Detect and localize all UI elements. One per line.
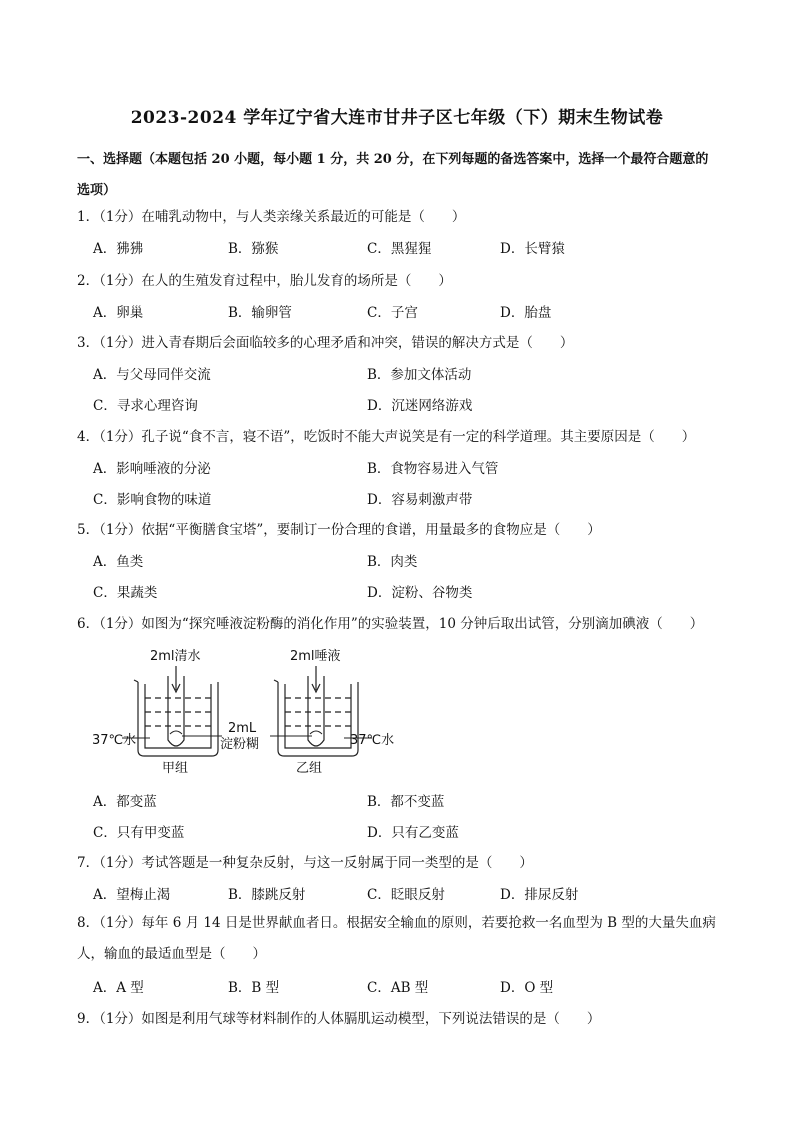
- question-1-stem: 1．（1分）在哺乳动物中，与人类亲缘关系最近的可能是（ ）: [77, 209, 466, 225]
- experiment-figure: [92, 640, 430, 780]
- q7-option-a[interactable]: A．望梅止渴: [93, 887, 171, 903]
- question-3-stem: 3．（1分）进入青春期后会面临较多的心理矛盾和冲突，错误的解决方式是（ ）: [77, 335, 574, 351]
- q8-option-d[interactable]: D．O 型: [500, 980, 554, 996]
- beaker-diagram: [92, 640, 430, 780]
- q5-option-b[interactable]: B．肉类: [367, 554, 418, 570]
- exam-title: 2023-2024 学年辽宁省大连市甘井子区七年级（下）期末生物试卷: [130, 108, 664, 128]
- q5-option-a[interactable]: A．鱼类: [93, 554, 144, 570]
- q1-option-b[interactable]: B．猕猴: [228, 241, 279, 257]
- q1-option-c[interactable]: C．黑猩猩: [367, 241, 432, 257]
- question-7-stem: 7．（1分）考试答题是一种复杂反射，与这一反射属于同一类型的是（ ）: [77, 855, 533, 871]
- question-6-stem: 6．（1分）如图为“探究唾液淀粉酶的消化作用”的实验装置，10 分钟后取出试管，分别滴加碘液（ ）: [77, 616, 704, 632]
- q1-option-a[interactable]: A．狒狒: [93, 241, 144, 257]
- q8-option-a[interactable]: A．A 型: [93, 980, 144, 996]
- group-yi-label: 乙组: [296, 761, 323, 776]
- middle-starch-label: 淀粉糊: [220, 737, 260, 752]
- right-water-label: 37℃水: [350, 733, 395, 748]
- q6-option-d[interactable]: D．只有乙变蓝: [367, 825, 459, 841]
- q7-option-d[interactable]: D．排尿反射: [500, 887, 579, 903]
- q5-option-d[interactable]: D．淀粉、谷物类: [367, 585, 473, 601]
- question-8-stem: 8．（1分）每年 6 月 14 日是世界献血者日。根据安全输血的原则，若要抢救一名血型为 B 型的大量失血病人，输血的最适血型是（ ）: [77, 915, 716, 962]
- left-water-label: 37℃水: [92, 733, 137, 748]
- question-4-stem: 4．（1分）孔子说“食不言，寝不语”，吃饭时不能大声说笑是有一定的科学道理。其主要原因是（ ）: [77, 429, 696, 445]
- section-heading: 一、选择题（本题包括 20 小题，每小题 1 分，共 20 分，在下列每题的备选答案中，选择一个最符合题意的选项）: [77, 152, 709, 198]
- question-5-stem: 5．（1分）依据“平衡膳食宝塔”，要制订一份合理的食谱，用量最多的食物应是（ ）: [77, 522, 601, 538]
- q4-option-a[interactable]: A．影响唾液的分泌: [93, 461, 211, 477]
- q4-option-b[interactable]: B．食物容易进入气管: [367, 461, 499, 477]
- q8-option-b[interactable]: B．B 型: [228, 980, 280, 996]
- q2-option-d[interactable]: D．胎盘: [500, 305, 552, 321]
- q6-option-b[interactable]: B．都不变蓝: [367, 794, 445, 810]
- q6-option-a[interactable]: A．都变蓝: [93, 794, 157, 810]
- question-2-stem: 2．（1分）在人的生殖发育过程中，胎儿发育的场所是（ ）: [77, 273, 452, 289]
- q7-option-c[interactable]: C．眨眼反射: [367, 887, 445, 903]
- q3-option-a[interactable]: A．与父母同伴交流: [93, 367, 211, 383]
- middle-amount-label: 2mL: [228, 721, 257, 736]
- left-beaker: [134, 666, 218, 756]
- question-9-stem: 9．（1分）如图是利用气球等材料制作的人体膈肌运动模型，下列说法错误的是（ ）: [77, 1011, 601, 1027]
- q6-option-c[interactable]: C．只有甲变蓝: [93, 825, 185, 841]
- right-beaker: [274, 666, 358, 756]
- q3-option-d[interactable]: D．沉迷网络游戏: [367, 398, 473, 414]
- q4-option-c[interactable]: C．影响食物的味道: [93, 492, 212, 508]
- left-top-label: 2ml清水: [150, 649, 201, 664]
- q3-option-c[interactable]: C．寻求心理咨询: [93, 398, 198, 414]
- right-top-label: 2ml唾液: [290, 649, 341, 664]
- q2-option-c[interactable]: C．子宫: [367, 305, 418, 321]
- q8-option-c[interactable]: C．AB 型: [367, 980, 429, 996]
- q2-option-a[interactable]: A．卵巢: [93, 305, 144, 321]
- q4-option-d[interactable]: D．容易刺激声带: [367, 492, 473, 508]
- q3-option-b[interactable]: B．参加文体活动: [367, 367, 472, 383]
- q1-option-d[interactable]: D．长臂猿: [500, 241, 565, 257]
- q7-option-b[interactable]: B．膝跳反射: [228, 887, 306, 903]
- q5-option-c[interactable]: C．果蔬类: [93, 585, 158, 601]
- group-jia-label: 甲组: [162, 761, 189, 776]
- q2-option-b[interactable]: B．输卵管: [228, 305, 292, 321]
